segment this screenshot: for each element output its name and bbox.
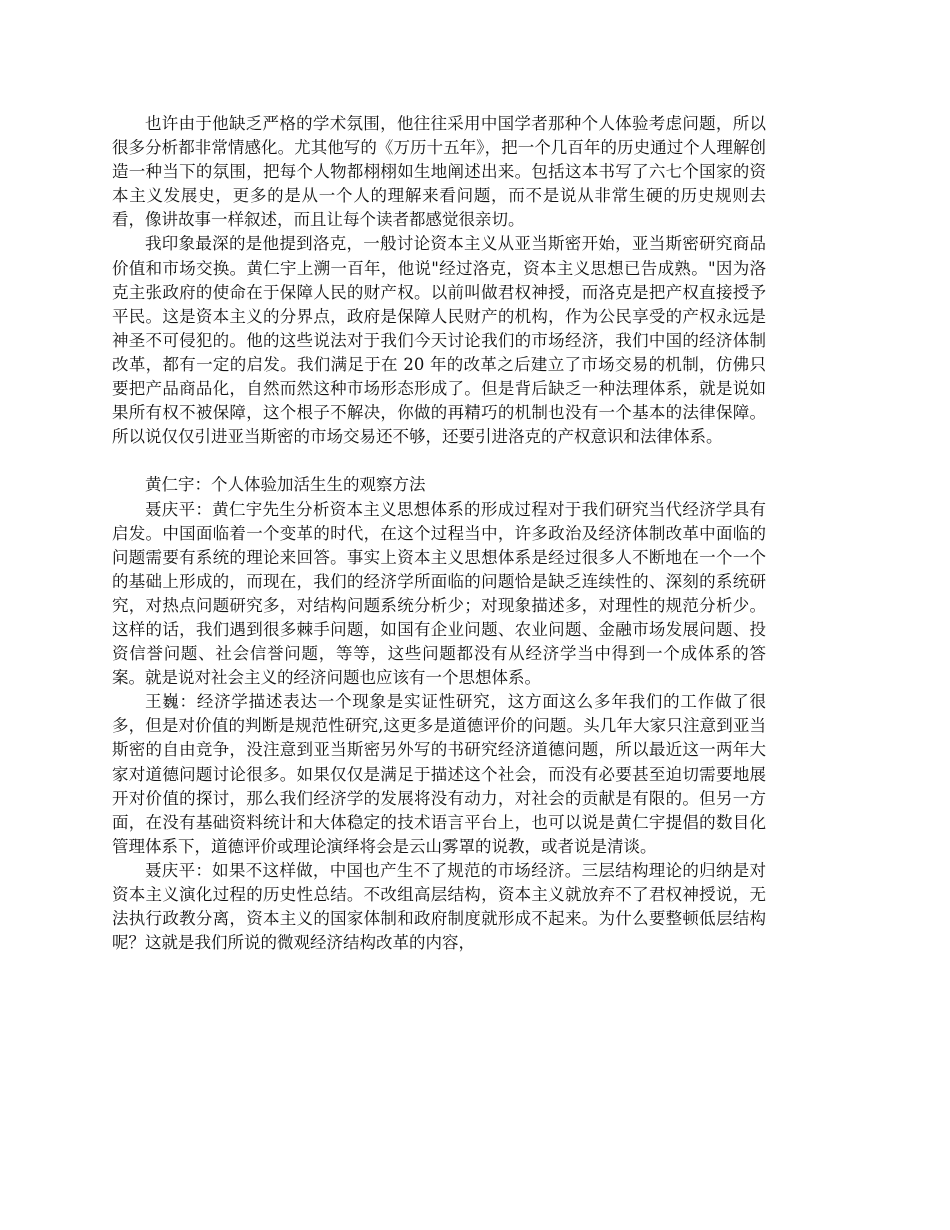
paragraph-huang-renyu-style: 也许由于他缺乏严格的学术氛围，他往往采用中国学者那种个人体验考虑问题，所以很多分析都非常情感化。尤其他写的《万历十五年》，把一个几百年的历史通过个人理解创造一种当下的氛围，把每个人物都栩栩如生地阐述出来。包括这本书写了六七个国家的资本主义发展史，更多的是从一个人的理解来看问题，而不是说从非常生硬的历史规则去看，像讲故事一样叙述，而且让每个读者都感觉很亲切。 xyxy=(112,114,766,230)
section-heading: 黄仁宇：个人体验加活生生的观察方法 xyxy=(145,475,426,495)
paragraph-gap xyxy=(112,449,766,473)
document-page xyxy=(112,112,766,955)
paragraph-nie-qingping-2: 聂庆平：如果不这样做，中国也产生不了规范的市场经济。三层结构理论的归纳是对资本主义演化过程的历史性总结。不改组高层结构，资本主义就放弃不了君权神授说，无法执行政教分离，资本主义的国家体制和政府制度就形成不起来。为什么要整顿低层结构呢？这就是我们所说的微观经济结构改革的内容， xyxy=(112,860,766,953)
paragraph-wang-wei: 王巍：经济学描述表达一个现象是实证性研究，这方面这么多年我们的工作做了很多，但是对价值的判断是规范性研究,这更多是道德评价的问题。头几年大家只注意到亚当斯密的自由竞争，没注意到亚当斯密另外写的书研究经济道德问题，所以最近这一两年大家对道德问题讨论很多。如果仅仅是满足于描述这个社会，而没有必要甚至迫切需要地展开对价值的探讨，那么我们经济学的发展将没有动力，对社会的贡献是有限的。但另一方面，在没有基础资料统计和大体稳定的技术语言平台上，也可以说是黄仁宇提倡的数目化管理体系下，道德评价或理论演绎将会是云山雾罩的说教，或者说是清谈。 xyxy=(112,692,766,856)
paragraph-locke-property-rights: 我印象最深的是他提到洛克，一般讨论资本主义从亚当斯密开始，亚当斯密研究商品价值和市场交换。黄仁宇上溯一百年，他说"经过洛克，资本主义思想已告成熟。"因为洛克主张政府的使命在于保障人民的财产权。以前叫做君权神授，而洛克是把产权直接授予平民。这是资本主义的分界点，政府是保障人民财产的机构，作为公民享受的产权永远是神圣不可侵犯的。他的这些说法对于我们今天讨论我们的市场经济，我们中国的经济体制改革，都有一定的启发。我们满足于在 20 年的改革之后建立了市场交易的机制，仿佛只要把产品商品化，自然而然这种市场形态形成了。但是背后缺乏一种法理体系，就是说如果所有权不被保障，这个根子不解决，你做的再精巧的机制也没有一个基本的法律保障。所以说仅仅引进亚当斯密的市场交易还不够，还要引进洛克的产权意识和法律体系。 xyxy=(112,234,766,447)
paragraph-nie-qingping-1: 聂庆平：黄仁宇先生分析资本主义思想体系的形成过程对于我们研究当代经济学具有启发。中国面临着一个变革的时代，在这个过程当中，许多政治及经济体制改革中面临的问题需要有系统的理论来回答。事实上资本主义思想体系是经过很多人不断地在一个一个的基础上形成的，而现在，我们的经济学所面临的问题恰是缺乏连续性的、深刻的系统研究，对热点问题研究多，对结构问题系统分析少；对现象描述多，对理性的规范分析少。这样的话，我们遇到很多棘手问题，如国有企业问题、农业问题、金融市场发展问题、投资信誉问题、社会信誉问题，等等，这些问题都没有从经济学当中得到一个成体系的答案。就是说对社会主义的经济问题也应该有一个思想体系。 xyxy=(112,499,766,688)
